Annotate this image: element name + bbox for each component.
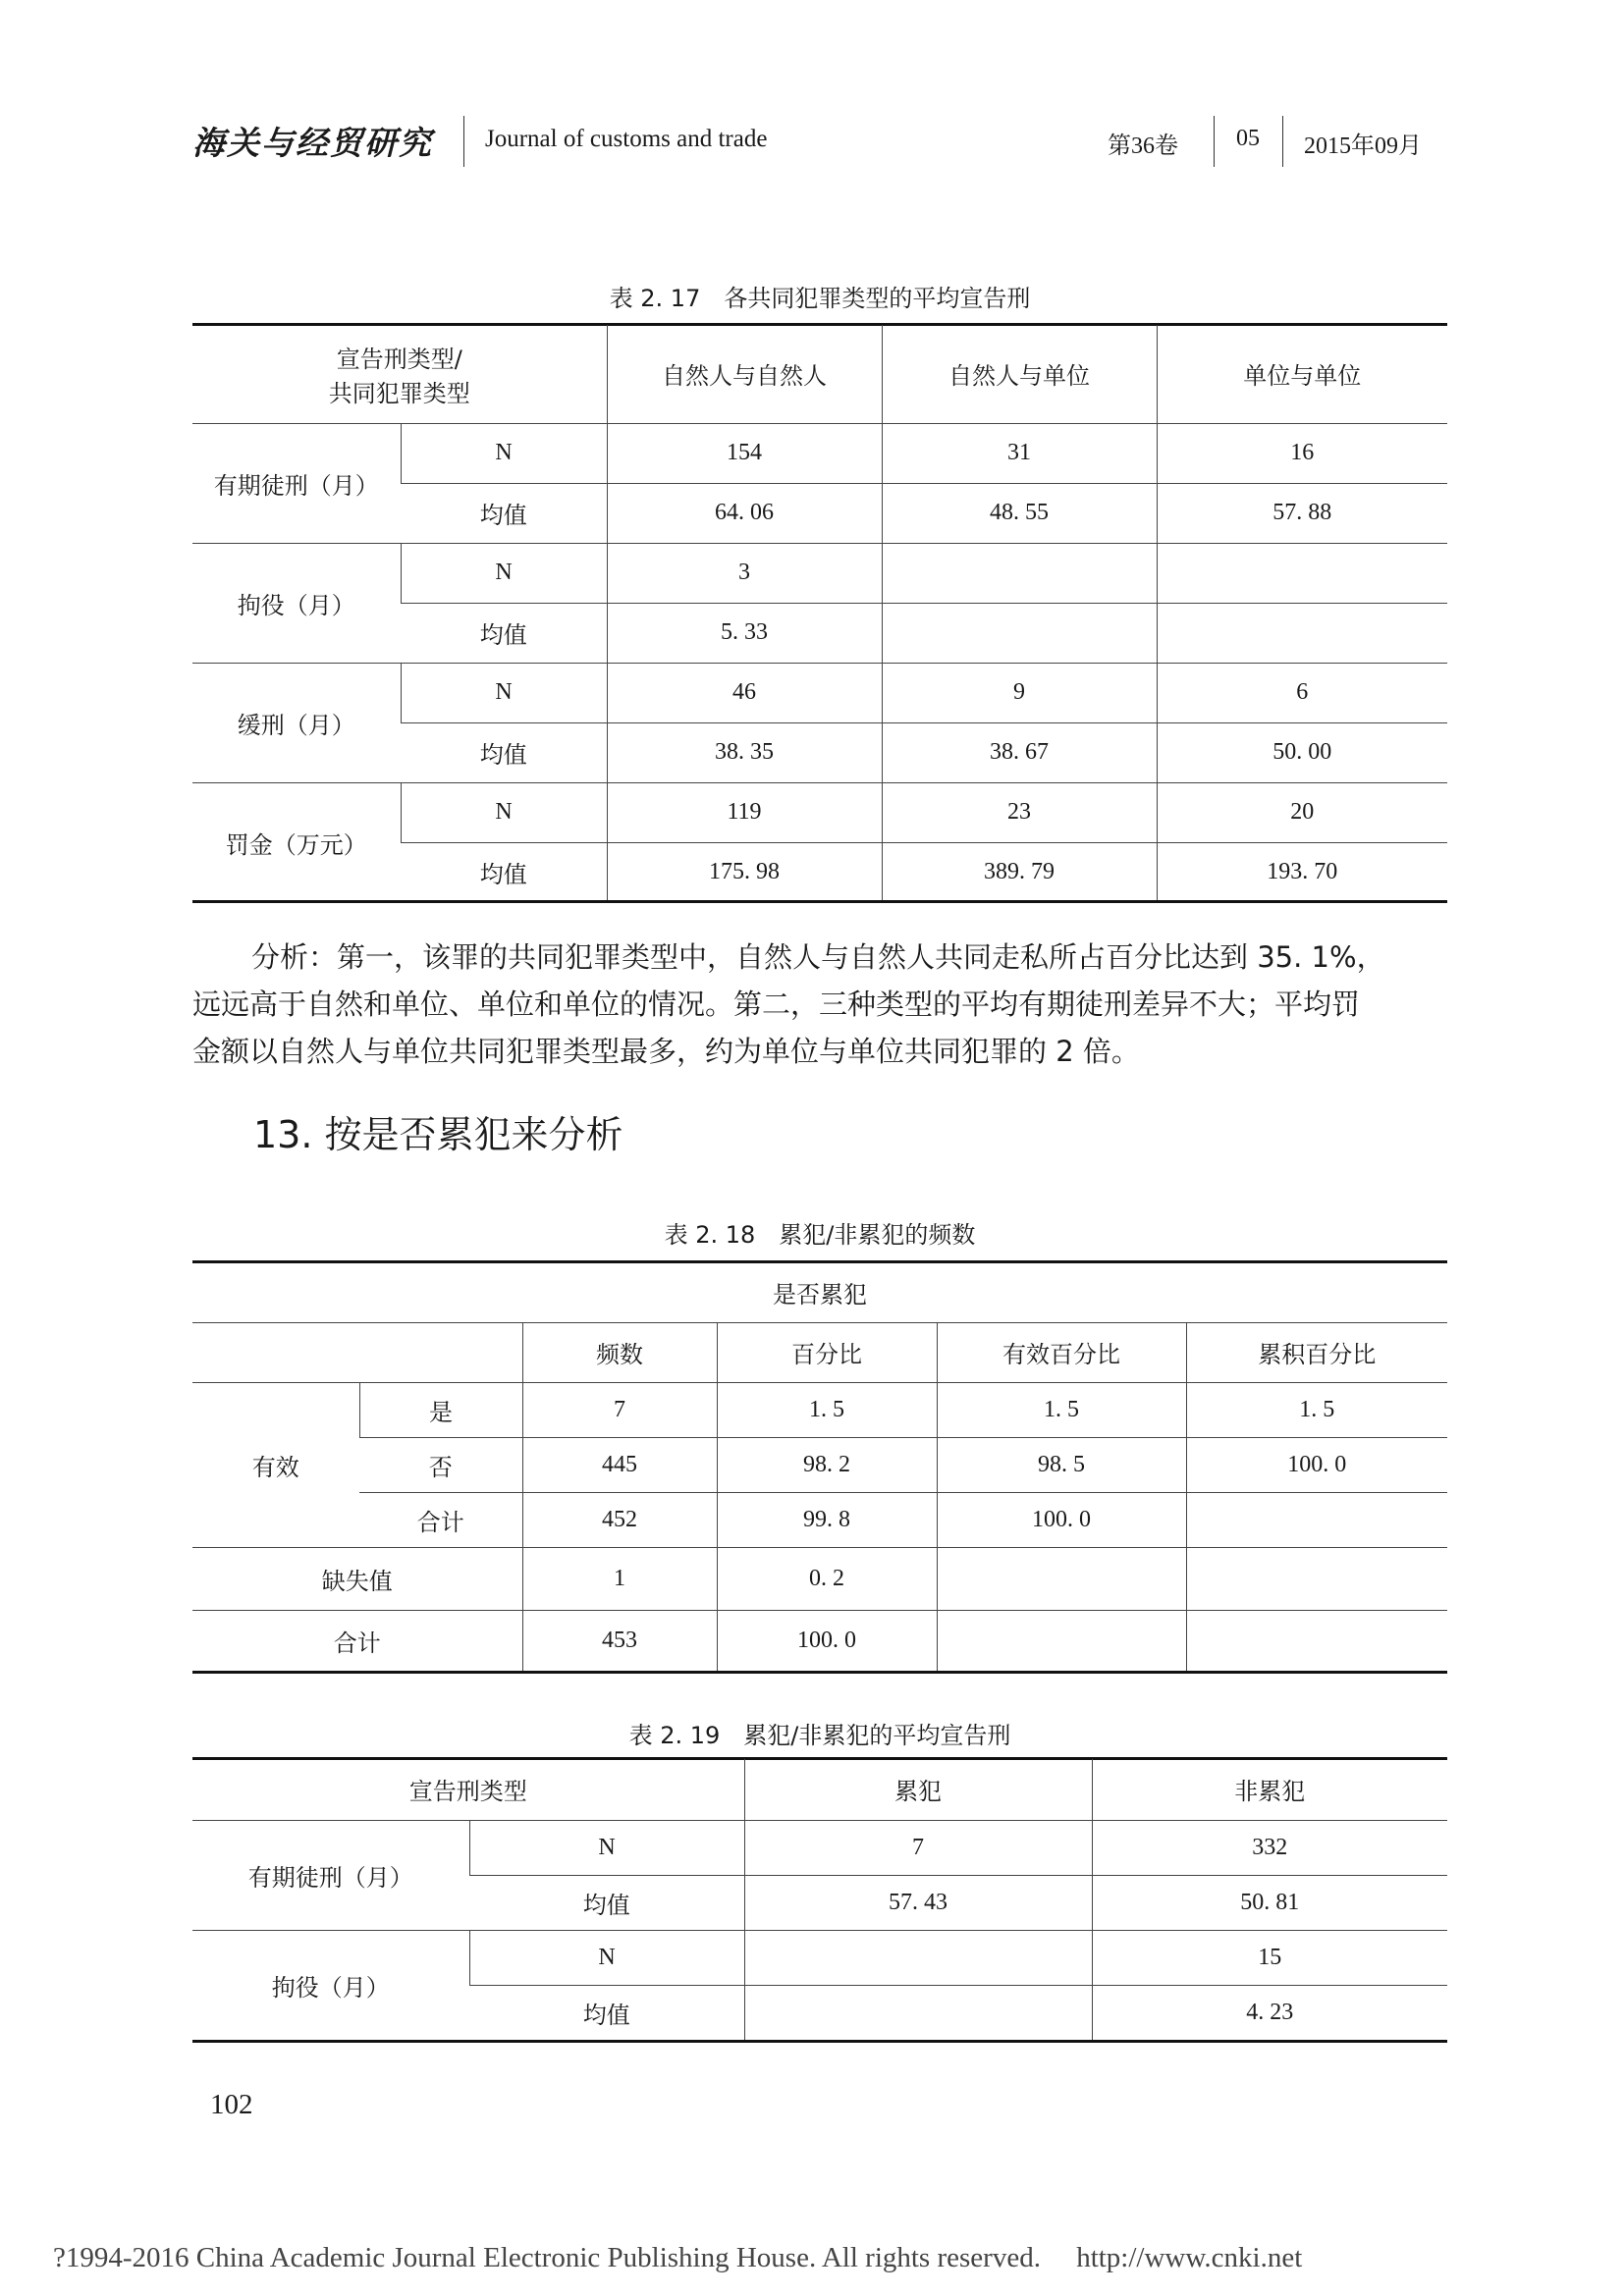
column-header: 自然人与自然人 (607, 325, 882, 423)
table-cell (744, 1985, 1092, 2040)
table-title-row: 是否累犯 (192, 1262, 1447, 1322)
running-header (192, 116, 1439, 169)
table-cell: 57. 43 (744, 1875, 1092, 1930)
table-cell: 99. 8 (717, 1492, 937, 1547)
table-cell (1157, 543, 1447, 603)
table-cell: 6 (1157, 663, 1447, 722)
table-cell (937, 1547, 1186, 1610)
paragraph-line: 分析：第一，该罪的共同犯罪类型中，自然人与自然人共同走私所占百分比达到 35. 1%， (251, 940, 1385, 974)
stat-label: N (401, 663, 607, 722)
row-group-label: 罚金（万元） (192, 782, 401, 902)
row-group-label: 拘役（月） (192, 543, 401, 663)
table-cell: 50. 81 (1092, 1875, 1447, 1930)
table-cell: 175. 98 (607, 842, 882, 902)
table-cell (744, 1930, 1092, 1985)
table-cell: 1. 5 (717, 1382, 937, 1437)
row-group-label: 缓刑（月） (192, 663, 401, 782)
table-cell: 7 (522, 1382, 717, 1437)
table-cell: 445 (522, 1437, 717, 1492)
table-cell: 1. 5 (937, 1382, 1186, 1437)
stat-label: N (469, 1820, 744, 1875)
issue: 05 (1236, 126, 1260, 151)
table-cell: 1 (522, 1547, 717, 1610)
column-header: 单位与单位 (1157, 325, 1447, 423)
copyright-footer: ?1994-2016 China Academic Journal Electronic Publishing House. All rights reserved. http://www.cnki.net (53, 2242, 1303, 2273)
table-cell: 1. 5 (1186, 1382, 1447, 1437)
column-header: 有效百分比 (937, 1322, 1186, 1382)
table-cell: 100. 0 (1186, 1437, 1447, 1492)
table-cell (882, 603, 1157, 663)
table-cell (1186, 1547, 1447, 1610)
table-cell: 98. 2 (717, 1437, 937, 1492)
stat-label: 均值 (401, 483, 607, 543)
table-cell (1186, 1610, 1447, 1671)
table-caption: 表 2. 19 累犯/非累犯的平均宣告刑 (628, 1722, 1011, 1749)
table-cell (1186, 1492, 1447, 1547)
table-cell (882, 543, 1157, 603)
table-cell: 100. 0 (937, 1492, 1186, 1547)
table-cell: 452 (522, 1492, 717, 1547)
stat-label: N (469, 1930, 744, 1985)
table-cell: 389. 79 (882, 842, 1157, 902)
table-cell: 20 (1157, 782, 1447, 842)
empty-header-cell (192, 1322, 522, 1382)
table-average-sentence-by-type (192, 325, 1447, 902)
date: 2015年09月 (1304, 133, 1422, 159)
table-cell: 57. 88 (1157, 483, 1447, 543)
table-cell: 332 (1092, 1820, 1447, 1875)
table-cell: 38. 35 (607, 722, 882, 782)
header-divider (1214, 116, 1215, 167)
table-cell: 46 (607, 663, 882, 722)
table-cell: 154 (607, 423, 882, 483)
table-caption: 表 2. 18 累犯/非累犯的频数 (664, 1221, 976, 1249)
journal-title-en: Journal of customs and trade (485, 126, 768, 152)
table-rule (192, 1671, 1447, 1674)
table-cell: 100. 0 (717, 1610, 937, 1671)
row-label: 否 (359, 1437, 522, 1492)
section-heading: 13. 按是否累犯来分析 (253, 1113, 623, 1156)
row-group-label: 有期徒刑（月） (192, 1820, 469, 1930)
stat-label: N (401, 423, 607, 483)
stat-label: N (401, 782, 607, 842)
table-cell (937, 1610, 1186, 1671)
row-label: 合计 (192, 1610, 522, 1671)
row-group-label: 有期徒刑（月） (192, 423, 401, 543)
table-cell: 16 (1157, 423, 1447, 483)
journal-title-cn: 海关与经贸研究 (192, 124, 433, 162)
table-cell: 7 (744, 1820, 1092, 1875)
row-label: 合计 (359, 1492, 522, 1547)
table-corner-header: 宣告刑类型 (192, 1759, 744, 1820)
table-cell: 38. 67 (882, 722, 1157, 782)
stat-label: 均值 (469, 1875, 744, 1930)
stat-label: N (401, 543, 607, 603)
table-cell: 98. 5 (937, 1437, 1186, 1492)
table-corner-header: 宣告刑类型/ 共同犯罪类型 (192, 325, 607, 423)
table-cell: 31 (882, 423, 1157, 483)
stat-label: 均值 (401, 842, 607, 902)
row-group-label: 有效 (192, 1382, 359, 1547)
table-cell: 9 (882, 663, 1157, 722)
column-header: 百分比 (717, 1322, 937, 1382)
table-cell: 3 (607, 543, 882, 603)
table-cell: 5. 33 (607, 603, 882, 663)
table-cell: 193. 70 (1157, 842, 1447, 902)
paragraph-line: 远远高于自然和单位、单位和单位的情况。第二，三种类型的平均有期徒刑差异不大；平均罚 (192, 988, 1361, 1021)
table-rule (192, 2040, 1447, 2043)
page-number: 102 (210, 2089, 253, 2120)
table-cell: 23 (882, 782, 1157, 842)
table-cell: 0. 2 (717, 1547, 937, 1610)
column-header: 非累犯 (1092, 1759, 1447, 1820)
header-divider (1282, 116, 1283, 167)
row-label: 是 (359, 1382, 522, 1437)
column-header: 累积百分比 (1186, 1322, 1447, 1382)
volume: 第36卷 (1108, 133, 1178, 159)
table-cell: 4. 23 (1092, 1985, 1447, 2040)
table-cell (1157, 603, 1447, 663)
column-header: 频数 (522, 1322, 717, 1382)
stat-label: 均值 (469, 1985, 744, 2040)
table-cell: 119 (607, 782, 882, 842)
analysis-paragraph (192, 934, 1447, 1075)
table-cell: 64. 06 (607, 483, 882, 543)
column-header: 累犯 (744, 1759, 1092, 1820)
table-caption: 表 2. 17 各共同犯罪类型的平均宣告刑 (609, 285, 1031, 312)
header-divider (463, 116, 464, 167)
column-header: 自然人与单位 (882, 325, 1157, 423)
table-cell: 50. 00 (1157, 722, 1447, 782)
row-label: 缺失值 (192, 1547, 522, 1610)
table-cell: 48. 55 (882, 483, 1157, 543)
table-rule (192, 900, 1447, 903)
table-recidivism-frequency (192, 1262, 1447, 1671)
row-group-label: 拘役（月） (192, 1930, 469, 2040)
table-cell: 453 (522, 1610, 717, 1671)
table-cell: 15 (1092, 1930, 1447, 1985)
paragraph-line: 金额以自然人与单位共同犯罪类型最多，约为单位与单位共同犯罪的 2 倍。 (192, 1035, 1140, 1068)
stat-label: 均值 (401, 603, 607, 663)
stat-label: 均值 (401, 722, 607, 782)
table-recidivism-average-sentence (192, 1759, 1447, 2040)
